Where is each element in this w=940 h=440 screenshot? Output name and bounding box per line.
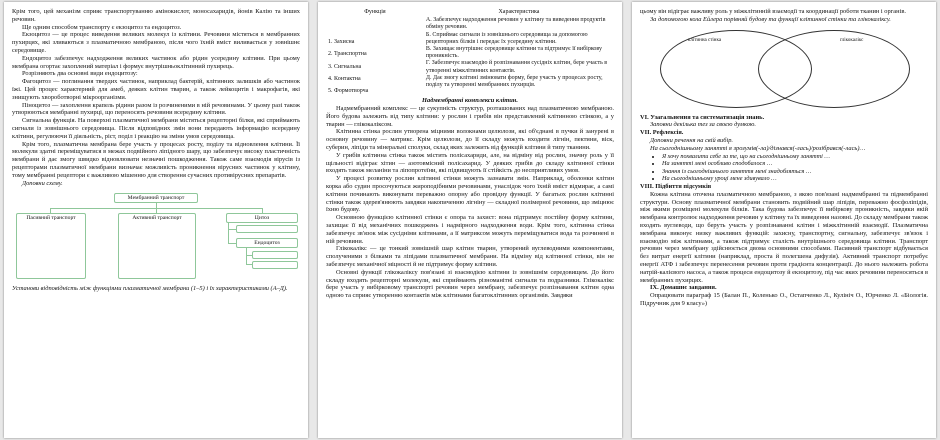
paragraph: Ендоцитоз забезпечує надходження великих частинок або рідин усередину клітини. При цьому мембрана огортає захоплений матеріал і формує внутрішньоклітинний пухирець. — [12, 54, 300, 70]
document-page-2 — [318, 2, 622, 438]
task-instruction: За допомогою кола Ейлера порівняй будову та функції клітинної стінки та глікокаліксу. — [650, 15, 891, 23]
euler-diagram — [640, 28, 928, 108]
scheme-blank-box — [252, 261, 298, 269]
function-list-cell — [326, 17, 424, 95]
scheme-active-label: Активний транспорт — [132, 215, 182, 222]
paragraph: Розрізняють два основні види ендоцитозу: — [22, 70, 138, 78]
characteristic-item: Д. Дає змогу клітині змінювати форму, бере участь у процесах росту, поділу та утворенні мембранних пухирців. — [425, 74, 603, 89]
characteristic-item: В. Захищає внутрішнє середовище клітини та підтримує її вибіркову проникність. — [425, 46, 603, 60]
paragraph: Основні функції глікокаліксу пов'язані зі взаємодією клітини із зовнішнім середовищем. До його складу входять рецепторні молекули, які сприймають різноманітні сигнали та подразники. Глікокалікс бере участь у вибірковому транспорті речовин через мембрану, забезпечує розпізнавання клітин одна одною та сприяє утворенню контактів між клітинами багатоклітинних організмів. Завдяки — [326, 268, 614, 300]
scheme-endocytosis-box: Ендоцитоз — [236, 238, 298, 248]
paragraph: Глікокалікс — це тонкий зовнішній шар клітин тварин, утворений вуглеводними компонентами, сполученими з білками та ліпідами плазматичної мембрани. На відміну від клітинної стінки, він не забезпечує механічної міцності й не підтримує форму клітини. — [326, 245, 614, 268]
paragraph: Крім того, цей механізм сприяє транспортуванню амінокислот, моносахаридів, йонів Калію та інших речовин. — [12, 8, 300, 23]
venn-label-right: глікокалікс — [840, 37, 864, 43]
venn-circle-right — [758, 30, 910, 108]
list-item: • На занятті мені особливо сподобалося … — [662, 160, 928, 168]
function-item: 2. Транспортна — [328, 51, 367, 58]
scheme-blank-box — [252, 251, 298, 259]
paragraph: Надмембранний комплекс — це сукупність структур, розташованих над плазматичною мембраною. Його будова залежить від типу клітини: у рослин і грибів він представлений клітинною стінкою, а у тварин — глікокаліксом. — [326, 105, 614, 128]
paragraph: Піноцитоз — захоплення крапель рідини разом із розчиненими в ній речовинами. У цьому разі також утворюються мембранні пухирці, що переносять речовини всередину клітини. — [12, 101, 300, 117]
table-header: Характеристика — [498, 9, 540, 15]
table-header: Функція — [364, 9, 386, 15]
characteristic-item: Б. Сприймає сигнали із зовнішнього середовища за допомогою рецепторних білків і передає їх усередину клітини. — [425, 31, 588, 45]
section-subtitle: Заповни декілька тез за своєю думкою. — [650, 121, 757, 129]
characteristic-item: А. Забезпечує надходження речовин у клітину та виведення продуктів обміну речовин. — [425, 17, 606, 31]
paragraph: цьому він відіграє важливу роль у міжклітинній взаємодії та координації роботи тканин і органів. — [640, 8, 906, 15]
paragraph: Клітинна стінка рослин утворена міцними волокнами целюлози, які об'єднані в пучки й занурені в основну речовину — матрикс. Крім целюлози, до її складу можуть входити лігнін, пектини, віск, суберин, ліпіди та мінеральні сполуки, склад яких залежить від функцій клітини й типу тканини. — [326, 128, 614, 151]
paragraph: Ще одним способом транспорту є екзоцитоз та ендоцитоз. — [22, 23, 182, 31]
paragraph: Сигнальна функція. На поверхні плазматичної мембрани містяться рецепторні білки, які сприймають сигнали із зовнішнього середовища. Після відповідних змін вони передають інформацію всередину клітини, регулюючи її діяльність, ріст, поділ і реакцію на зміни умов середовища. — [12, 117, 300, 140]
paragraph: Крім того, плазматична мембрана бере участь у процесах росту, поділу та відновлення клітини. Її молекули здатні переміщуватися в межах подвійного ліпідного шару, що забезпечує високу пластичність мембрани й дає змогу швидко відновлювати незначні пошкодження. Також саме взаємодія вірусів із рецепторами плазматичної мембрани визначає можливість проникнення вірусних частинок у клітину, тому мембранні рецептори є важливою мішенню для створення сучасних противірусних препаратів. — [12, 140, 300, 179]
document-page-3 — [632, 2, 936, 438]
list-item: • Знання із сьогоднішнього заняття мені знадобляться … — [662, 168, 928, 176]
function-matching-table — [326, 8, 614, 95]
scheme-blank-box — [236, 225, 298, 233]
paragraph: Опрацювати параграф 15 (Балан П., Коленько О., Остапченко Л., Кулініч О., Юрченко Л. «Біологія. Підручник для 9 класу») — [640, 292, 928, 307]
characteristic-item: Г. Забезпечує взаємодію й розпізнавання сусідніх клітин, бере участь в утворенні міжклітинних контактів. — [425, 60, 608, 74]
paragraph: Екзоцитоз — це процес виведення великих молекул із клітини. Речовини містяться в мембранних пухирцях, які зливаються з плазматичною мембраною, після чого їхній вміст виливається у зовнішнє середовище. — [12, 31, 300, 54]
paragraph: Кожна клітина оточена плазматичною мембраною, з якою пов'язані надмембранні та підмембранні структури. Основу плазматичної мембрани становить подвійний шар ліпідів, переважно фосфоліпідів, між якими розміщені молекули білків. Така будова забезпечує її вибіркову проникність, завдяки якій мембрана контролює надходження речовин у клітину та їх виведення назовні. До складу мембрани також входять вуглеводи, що беруть участь у розпізнаванні клітин і міжклітинній взаємодії. Плазматична мембрана виконує низку важливих функцій: захисну, транспортну, сигнальну, забезпечує зв'язок і взаємодію між клітинами, а також підтримує сталість внутрішнього середовища клітини. Транспорт речовин через мембрану здійснюється двома основними способами. Пасивний транспорт відбувається без витрат енергії клітини (наприклад, проста й полегшена дифузія). Активний транспорт потребує енергії АТФ і забезпечує перенесення речовин проти градієнта концентрації. До нього належить робота натрій-калієвого насоса, а також процеси ендоцитозу й екзоцитозу, під час яких речовини переносяться в мембранних пухирцях. — [640, 190, 928, 284]
figure-caption: Установи відповідність між функціями плазматичної мембрани (1–5) і їх характеристиками (А–Д). — [12, 285, 288, 293]
section-heading: VIII. Підбиття підсумків — [640, 182, 712, 190]
function-item: 1. Захисна — [328, 39, 355, 46]
characteristic-list-cell — [424, 17, 614, 95]
transport-scheme-diagram — [12, 193, 300, 281]
function-item: 5. Формотворча — [328, 88, 369, 95]
section-heading: VII. Рефлексія. — [640, 129, 684, 137]
section-subtitle: Доповни речення на свій вибір. — [650, 136, 734, 144]
function-item: 3. Сигнальна — [328, 63, 362, 70]
task-instruction: Доповни схему. — [22, 179, 63, 187]
paragraph: У грибів клітинна стінка також містить полісахариди, але, на відміну від рослин, значну роль у її щільності відіграє хітин — азотовмісний полісахарид. У деяких грибів до складу клітинної стінки входять також меланіни та ліпопротеїни, які підвищують її стійкість до несприятливих умов. — [326, 151, 614, 175]
document-page-1 — [4, 2, 308, 438]
paragraph: У процесі розвитку рослин клітинні стінки можуть зазнавати змін. Наприклад, оболонки клітин корка або судин просочуються жироподібними речовинами, унаслідок чого їхній вміст відмирає, а самі клітини починають виконувати переважно опорну або провідну функції. У багатьох рослин клітинні стінки також здерев'янюють завдяки накопиченню лігніну — складної полімерної речовини, що зміцнює їхню будову. — [326, 175, 614, 214]
scheme-passive-label: Пасивний транспорт — [26, 215, 76, 222]
list-item: • На сьогоднішньому уроці мене здивувало … — [662, 175, 928, 183]
venn-label-left: клітинна стінка — [688, 37, 722, 43]
section-heading: Надмембранні комплекси клітин. — [422, 97, 518, 105]
section-heading: IX. Домашнє завдання. — [650, 284, 717, 292]
section-heading: VI. Узагальнення та систематизація знань. — [640, 113, 765, 121]
reflection-list — [640, 153, 928, 183]
scheme-active-box — [118, 213, 196, 279]
scheme-root-box: Мембранний транспорт — [114, 193, 198, 203]
reflection-intro: На сьогоднішньому занятті я зрозумів(-ла)/дізнався(-лась)/розібрався(-лась)… — [650, 144, 866, 152]
function-item: 4. Контактна — [328, 75, 361, 82]
scheme-passive-box — [16, 213, 86, 279]
paragraph: Фагоцитоз — поглинання твердих частинок, наприклад бактерій, клітинних залишків або частинок їжі. Цей процес характерний для амеб, деяких клітин тварин, а також лейкоцитів і макрофагів, які знищують хвороботворні мікроорганізми. — [12, 78, 300, 101]
list-item: • Я хочу похвалити себе за те, що на сьогоднішньому занятті … — [662, 153, 928, 161]
paragraph: Основною функцією клітинної стінки є опора та захист: вона підтримує постійну форму клітини, захищає її від механічних пошкоджень і надмірного надходження води. Крім того, клітинна стінка забезпечує зв'язок між сусідніми клітинами, а її матриксом можуть переміщуватися вода та розчинені в ній речовини. — [326, 214, 614, 245]
scheme-cytosis-box: Цитоз — [226, 213, 298, 223]
